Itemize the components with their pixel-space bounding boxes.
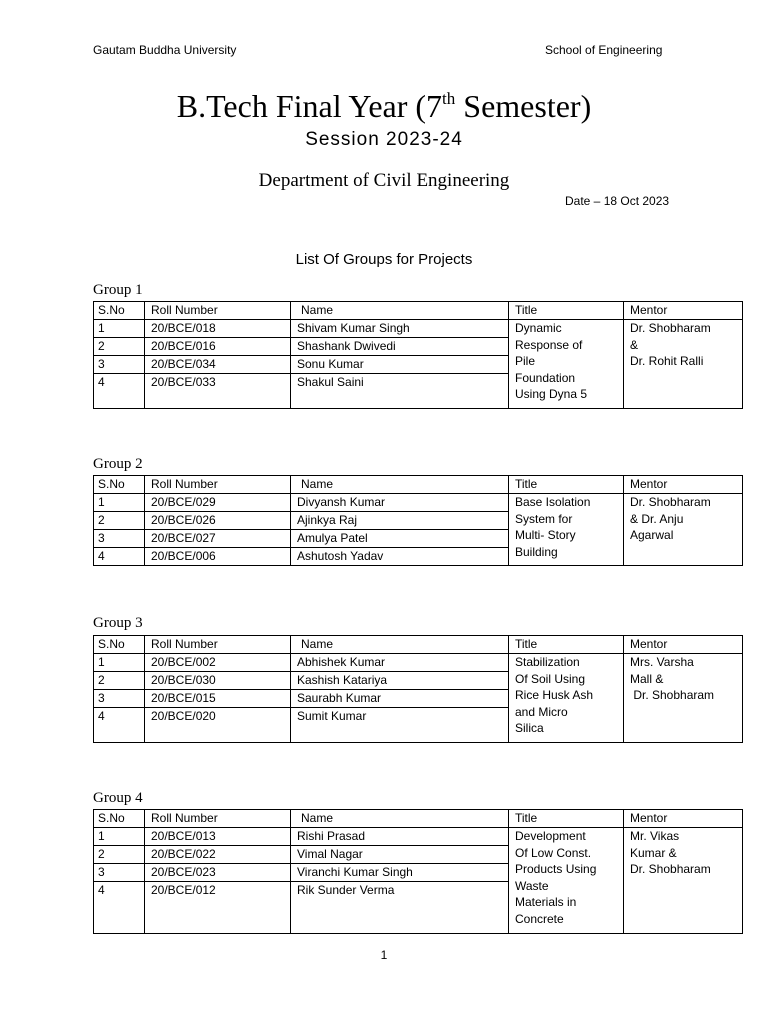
project-title-line: Building (515, 544, 558, 559)
column-header: Roll Number (145, 636, 291, 654)
mentor-line: Kumar & (630, 845, 677, 860)
page-title (0, 86, 768, 126)
table-header-row (94, 810, 743, 828)
mentor-line: Dr. Shobharam (630, 495, 711, 509)
cell-roll: 20/BCE/029 (145, 494, 291, 512)
cell-name: Shakul Saini (291, 374, 509, 409)
cell-sno: 1 (94, 654, 145, 672)
project-title-line: Response of (515, 337, 583, 352)
group-table (93, 635, 743, 743)
cell-sno: 3 (94, 690, 145, 708)
project-title-line: Silica (515, 721, 544, 735)
cell-mentor (624, 654, 743, 743)
column-header: Name (291, 302, 509, 320)
group-label: Group 1 (93, 282, 143, 298)
cell-roll: 20/BCE/015 (145, 690, 291, 708)
cell-roll: 20/BCE/018 (145, 320, 291, 338)
column-header: Roll Number (145, 810, 291, 828)
mentor-line: Mr. Vikas (630, 829, 680, 843)
cell-roll: 20/BCE/022 (145, 846, 291, 864)
mentor-line: Dr. Shobharam (630, 688, 715, 702)
cell-roll: 20/BCE/027 (145, 530, 291, 548)
cell-sno: 3 (94, 864, 145, 882)
cell-roll: 20/BCE/002 (145, 654, 291, 672)
mentor-line: Dr. Rohit Ralli (630, 354, 704, 368)
project-title-line: Dynamic (515, 321, 562, 335)
project-title-line: Using Dyna 5 (515, 387, 588, 401)
table-row (94, 320, 743, 338)
column-header: Title (509, 302, 624, 320)
table-header-row (94, 476, 743, 494)
column-header: S.No (94, 302, 145, 320)
cell-name: Viranchi Kumar Singh (291, 864, 509, 882)
group-table (93, 301, 743, 409)
title-prefix: B.Tech Final Year (7 (176, 88, 443, 124)
mentor-line: & (630, 337, 639, 352)
column-header: Title (509, 810, 624, 828)
project-title-line: Base Isolation (515, 495, 591, 509)
project-title-line: Waste (515, 878, 549, 893)
cell-roll: 20/BCE/026 (145, 512, 291, 530)
cell-name: Ashutosh Yadav (291, 548, 509, 566)
cell-roll: 20/BCE/013 (145, 828, 291, 846)
department-name: Department of Civil Engineering (258, 170, 510, 191)
cell-roll: 20/BCE/012 (145, 882, 291, 934)
mentor-line: & Dr. Anju (630, 511, 684, 526)
cell-roll: 20/BCE/030 (145, 672, 291, 690)
page-number: 1 (380, 948, 388, 962)
cell-roll: 20/BCE/033 (145, 374, 291, 409)
cell-project-title (509, 654, 624, 743)
cell-name: Shivam Kumar Singh (291, 320, 509, 338)
column-header: S.No (94, 476, 145, 494)
cell-sno: 4 (94, 708, 145, 743)
cell-name: Kashish Katariya (291, 672, 509, 690)
cell-roll: 20/BCE/016 (145, 338, 291, 356)
cell-roll: 20/BCE/006 (145, 548, 291, 566)
document-date: Date – 18 Oct 2023 (565, 194, 670, 208)
mentor-line: Mrs. Varsha (630, 655, 694, 669)
cell-project-title (509, 494, 624, 566)
table-header-row (94, 302, 743, 320)
group-label: Group 4 (93, 790, 143, 806)
cell-name: Shashank Dwivedi (291, 338, 509, 356)
cell-sno: 2 (94, 512, 145, 530)
group-label: Group 2 (93, 456, 143, 472)
project-title-line: Materials in (515, 895, 577, 909)
header-school: School of Engineering (545, 43, 663, 57)
table-header-row (94, 636, 743, 654)
cell-sno: 4 (94, 374, 145, 409)
column-header: Title (509, 636, 624, 654)
project-title-line: Concrete (515, 911, 564, 926)
cell-mentor (624, 494, 743, 566)
table-row (94, 828, 743, 846)
mentor-line: Dr. Shobharam (630, 321, 711, 335)
project-title-line: Of Soil Using (515, 671, 586, 686)
cell-project-title (509, 320, 624, 409)
column-header: Mentor (624, 636, 743, 654)
cell-sno: 1 (94, 494, 145, 512)
cell-sno: 2 (94, 672, 145, 690)
cell-name: Saurabh Kumar (291, 690, 509, 708)
cell-name: Amulya Patel (291, 530, 509, 548)
project-title-line: Pile (515, 354, 536, 368)
header-university: Gautam Buddha University (93, 43, 237, 57)
project-title-line: Stabilization (515, 655, 580, 669)
project-title-line: Foundation (515, 370, 576, 385)
cell-sno: 3 (94, 356, 145, 374)
title-suffix: Semester) (455, 88, 592, 124)
group-label: Group 3 (93, 615, 143, 631)
group-table (93, 809, 743, 934)
project-title-line: Rice Husk Ash (515, 688, 594, 702)
column-header: Roll Number (145, 476, 291, 494)
cell-sno: 1 (94, 320, 145, 338)
column-header: Title (509, 476, 624, 494)
project-title-line: Development (515, 829, 586, 843)
cell-sno: 2 (94, 338, 145, 356)
column-header: Roll Number (145, 302, 291, 320)
cell-sno: 3 (94, 530, 145, 548)
table-row (94, 494, 743, 512)
group-table (93, 475, 743, 566)
cell-roll: 20/BCE/034 (145, 356, 291, 374)
cell-sno: 4 (94, 882, 145, 934)
project-title-line: and Micro (515, 704, 568, 719)
project-title-line: Products Using (515, 862, 597, 876)
cell-name: Rishi Prasad (291, 828, 509, 846)
column-header: S.No (94, 810, 145, 828)
session-subtitle: Session 2023-24 (305, 129, 463, 150)
cell-name: Ajinkya Raj (291, 512, 509, 530)
column-header: Name (291, 476, 509, 494)
mentor-line: Mall & (630, 671, 664, 686)
cell-name: Vimal Nagar (291, 846, 509, 864)
list-heading: List Of Groups for Projects (295, 251, 473, 268)
mentor-line: Dr. Shobharam (630, 862, 711, 876)
cell-sno: 1 (94, 828, 145, 846)
cell-sno: 2 (94, 846, 145, 864)
column-header: Name (291, 810, 509, 828)
title-superscript: th (442, 89, 456, 108)
cell-mentor (624, 828, 743, 934)
column-header: Mentor (624, 810, 743, 828)
cell-sno: 4 (94, 548, 145, 566)
cell-name: Sonu Kumar (291, 356, 509, 374)
column-header: Mentor (624, 476, 743, 494)
column-header: Mentor (624, 302, 743, 320)
project-title-line: Of Low Const. (515, 845, 592, 860)
cell-roll: 20/BCE/023 (145, 864, 291, 882)
cell-name: Sumit Kumar (291, 708, 509, 743)
cell-project-title (509, 828, 624, 934)
mentor-line: Agarwal (630, 528, 674, 542)
cell-mentor (624, 320, 743, 409)
table-row (94, 654, 743, 672)
column-header: Name (291, 636, 509, 654)
cell-name: Abhishek Kumar (291, 654, 509, 672)
project-title-line: System for (515, 511, 573, 526)
project-title-line: Multi- Story (515, 528, 576, 542)
cell-name: Divyansh Kumar (291, 494, 509, 512)
cell-name: Rik Sunder Verma (291, 882, 509, 934)
cell-roll: 20/BCE/020 (145, 708, 291, 743)
column-header: S.No (94, 636, 145, 654)
